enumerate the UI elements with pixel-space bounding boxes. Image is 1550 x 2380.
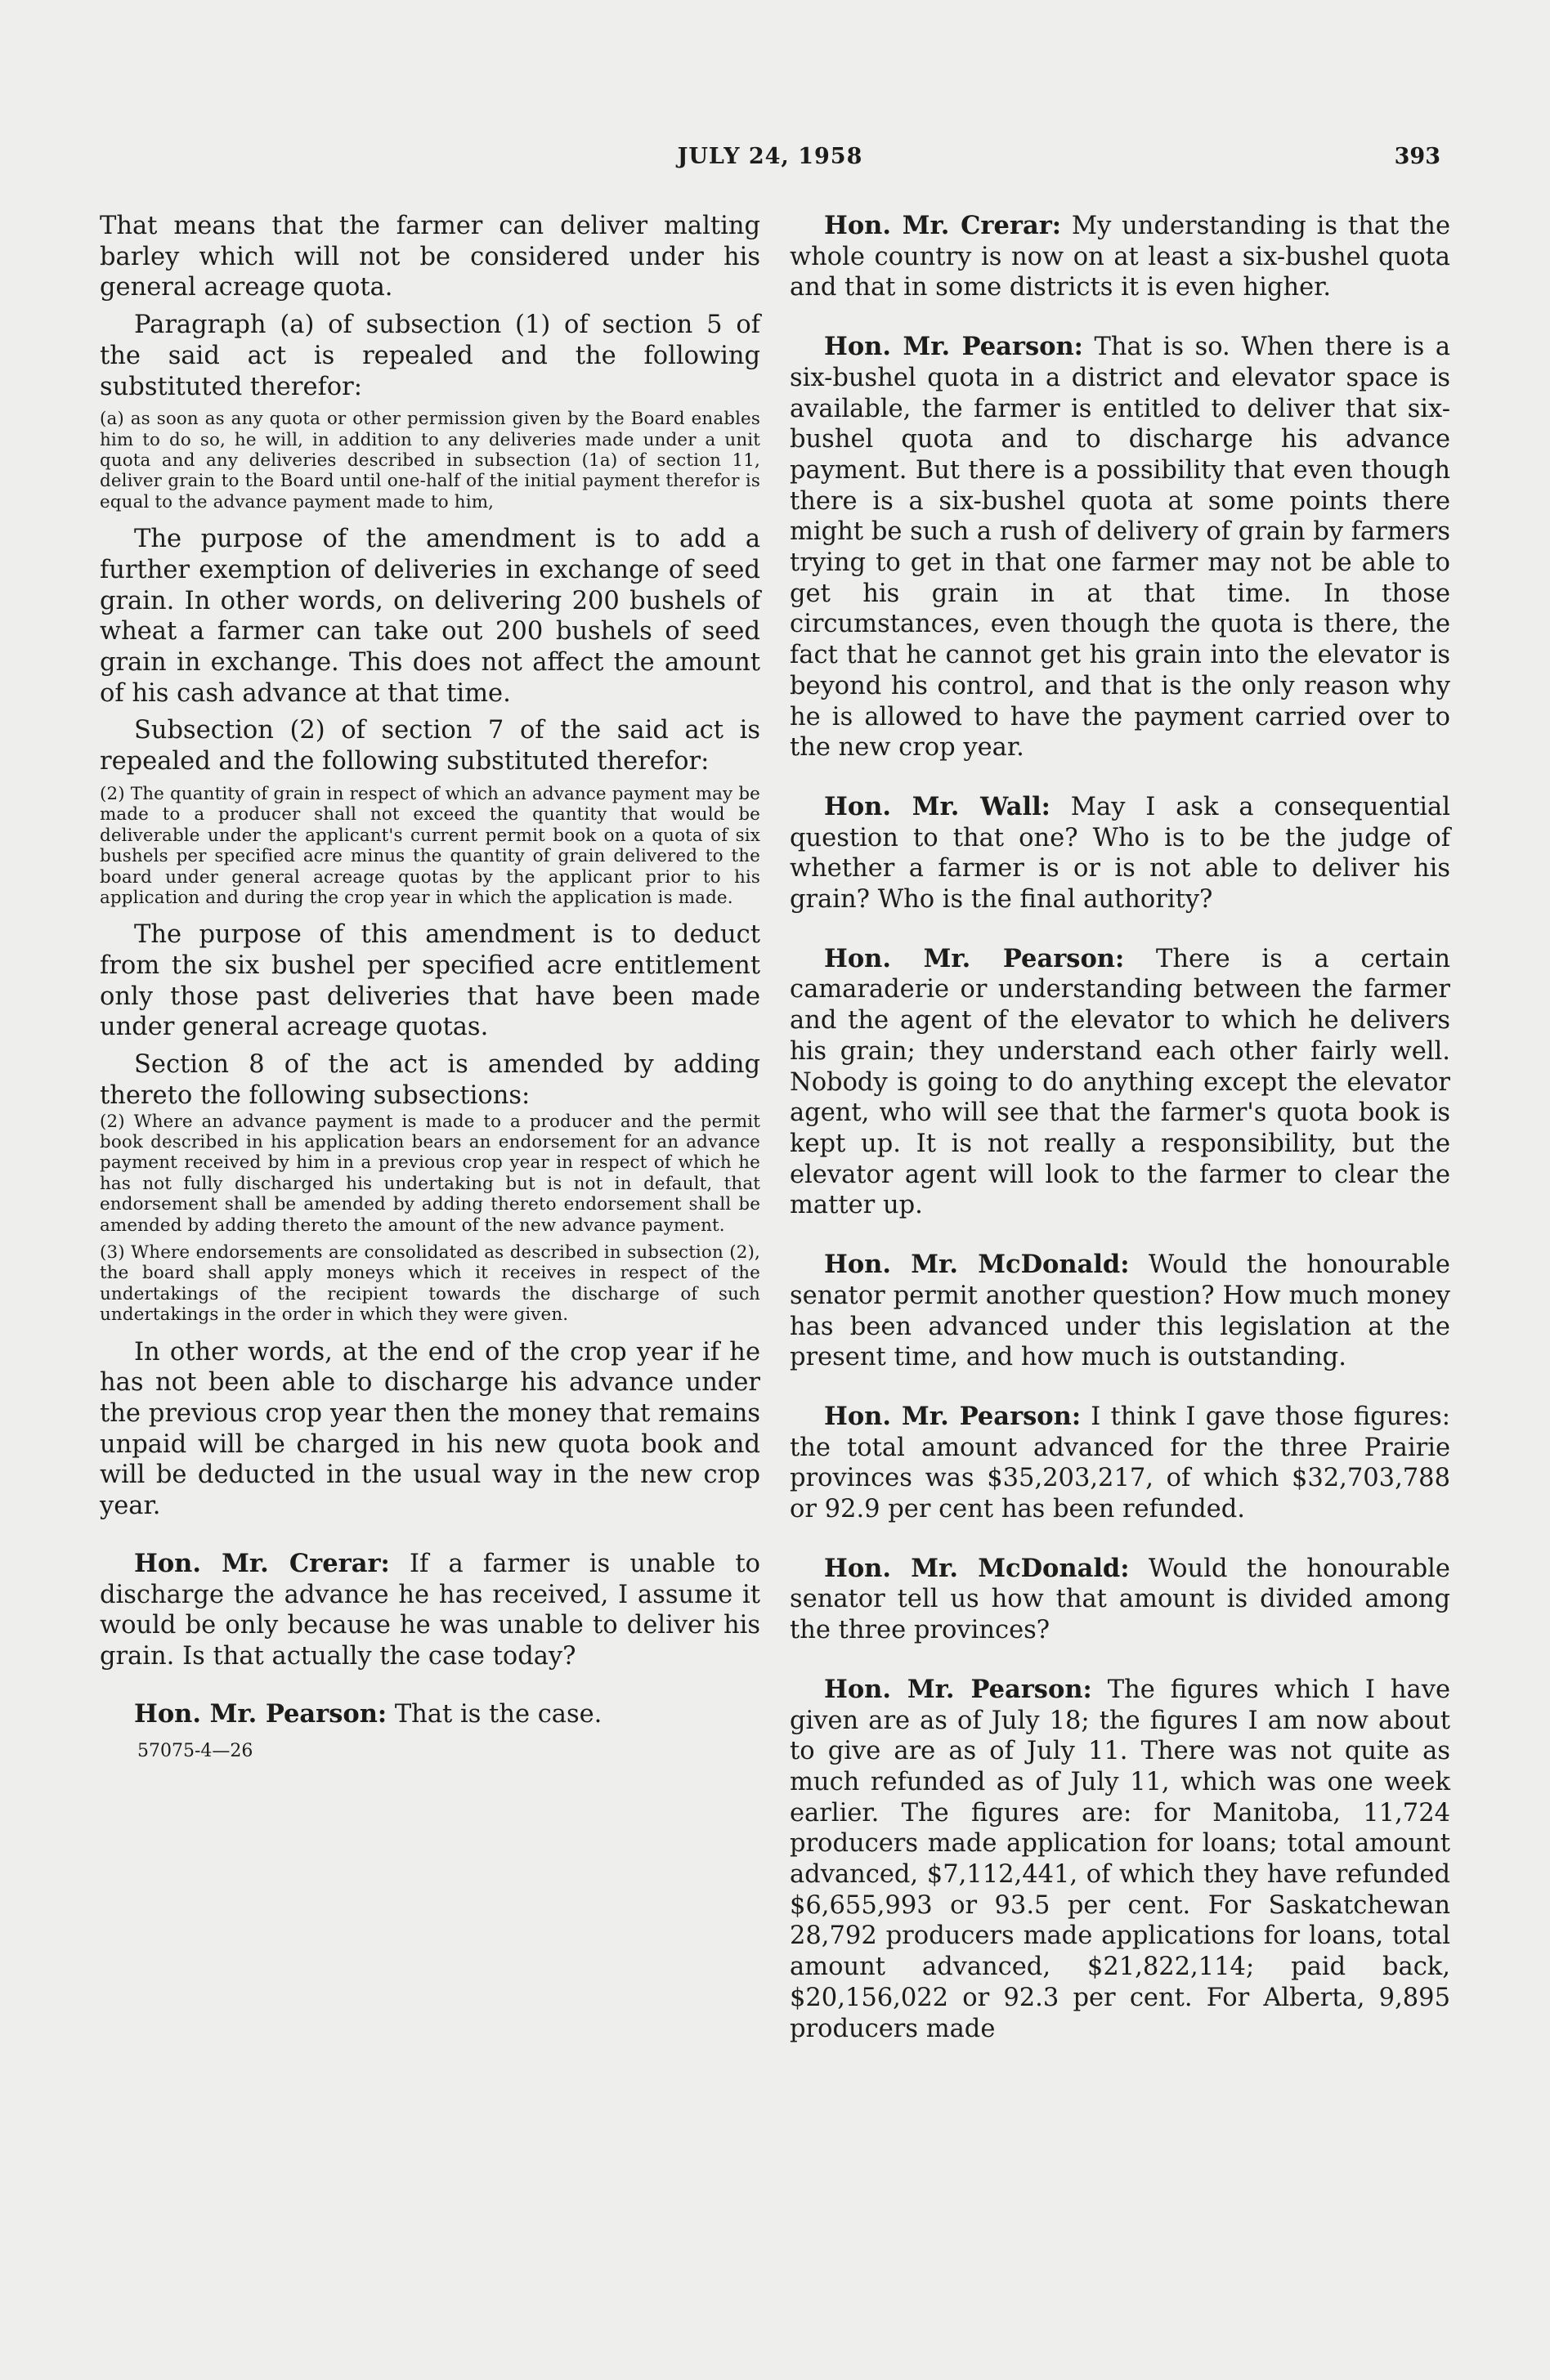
paragraph: The purpose of the amendment is to add a further exemption of deliveries in exchange of seed grain. In other words, on delivering 200 bushels of wheat a farmer can take out 200 bushels of seed grain in exchange. This does not affect the amount of his cash advance at that time. bbox=[100, 525, 760, 708]
speech-text: I think I gave those figures: the total amount advanced for the three Prairie provinces was $35,203,217, of which $32,703,788 or 92.9 per cent has been refunded. bbox=[790, 1402, 1450, 1524]
paragraph: Paragraph (a) of subsection (1) of section 5 of the said act is repealed and the following substituted therefor: bbox=[100, 311, 760, 401]
page-header bbox=[100, 144, 1440, 180]
speech bbox=[100, 1699, 760, 1730]
speech bbox=[790, 1554, 1450, 1646]
speaker-name: Hon. Mr. McDonald: bbox=[824, 1553, 1130, 1583]
paragraph: That means that the farmer can deliver malting barley which will not be considered under his general acreage quota. bbox=[100, 212, 760, 302]
quoted-statute: (2) The quantity of grain in respect of which an advance payment may be made to a producer shall not exceed the quantity that would be deliverable under the applicant's current permit book on a quota of six bushels per specified acre minus the quantity of grain delivered to the board under general acreage quotas by the applicant prior to his application and during the crop year in which the application is made. bbox=[100, 783, 760, 908]
speech-text: There is a certain camaraderie or understanding between the farmer and the agent of the elevator to which he delivers his grain; they understand each other fairly well. Nobody is going to do anything except the elevator agent, who will see that the farmer's quota book is kept up. It is not really a responsibility, but the elevator agent will look to the farmer to clear the matter up. bbox=[790, 944, 1450, 1220]
speech-text: Would the honourable senator permit another question? How much money has been advanced under this legislation at the present time, and how much is outstanding. bbox=[790, 1250, 1450, 1372]
paragraph: In other words, at the end of the crop year if he has not been able to discharge his advance under the previous crop year then the money that remains unpaid will be charged in his new quota book and will be deducted in the usual way in the new crop year. bbox=[100, 1337, 760, 1521]
page-number: 393 bbox=[1394, 144, 1440, 169]
speaker-name: Hon. Mr. Crerar: bbox=[134, 1548, 390, 1578]
speech-text: The figures which I have given are as of July 18; the figures I am now about to give are as of July 11. There was not quite as much refunded as of July 11, which was one week earlier. The figures are: for Manitoba, 11,724 producers made application for loans; total amount advanced, $7,112,441, of which they have refunded $6,655,993 or 93.5 per cent. For Saskatchewan 28,792 producers made applications for loans, total amount advanced, $21,822,114; paid back, $20,156,022 or 92.3 per cent. For Alberta, 9,895 producers made bbox=[790, 1675, 1450, 2043]
speaker-name: Hon. Mr. Wall: bbox=[824, 791, 1051, 821]
speaker-name: Hon. Mr. Crerar: bbox=[824, 211, 1062, 240]
right-column bbox=[790, 211, 1450, 2044]
paragraph: Subsection (2) of section 7 of the said act is repealed and the following substituted therefor: bbox=[100, 716, 760, 776]
speech bbox=[790, 944, 1450, 1221]
speech-text: That is the case. bbox=[387, 1699, 603, 1729]
speaker-name: Hon. Mr. Pearson: bbox=[824, 332, 1083, 362]
paragraph: Section 8 of the act is amended by adding thereto the following subsections: bbox=[100, 1050, 760, 1110]
quoted-statute: (2) Where an advance payment is made to a producer and the permit book described in his application bears an endorsement for an advance payment received by him in a previous crop year in respect of which he has not fully discharged his undertaking but is not in default, that endorsement shall be amended by adding thereto endorsement shall be amended by adding thereto the amount of the new advance payment. bbox=[100, 1111, 760, 1236]
quoted-statute: (3) Where endorsements are consolidated as described in subsection (2), the board shall apply moneys which it receives in respect of the undertakings of the recipient towards the discharge of such undertakings in the order in which they were given. bbox=[100, 1241, 760, 1326]
speech bbox=[790, 1402, 1450, 1525]
speech-text: That is so. When there is a six-bushel quota in a district and elevator space is available, the farmer is entitled to deliver that six-bushel quota and to discharge his advance payment. But there is a possibility that even though there is a six-bushel quota at some points there might be such a rush of delivery of grain by farmers trying to get in that one farmer may not be able to get his grain in at that time. In those circumstances, even though the quota is there, the fact that he cannot get his grain into the elevator is beyond his control, and that is the only reason why he is allowed to have the payment carried over to the new crop year. bbox=[790, 333, 1451, 763]
speech bbox=[100, 1549, 760, 1672]
speech-text: My understanding is that the whole country is now on at least a six-bushel quota and that in some districts it is even higher. bbox=[790, 212, 1450, 302]
left-column bbox=[100, 211, 760, 1761]
quoted-statute: (a) as soon as any quota or other permission given by the Board enables him to do so, he will, in addition to any deliveries made under a unit quota and any deliveries described in subsection (1a) of section 11, deliver grain to the Board until one-half of the initial payment therefor is equal to the advance payment made to him, bbox=[100, 409, 760, 512]
speech bbox=[790, 211, 1450, 303]
speech-text: If a farmer is unable to discharge the advance he has received, I assume it would be only because he was unable to deliver his grain. Is that actually the case today? bbox=[100, 1549, 760, 1671]
speaker-name: Hon. Mr. Pearson: bbox=[824, 1674, 1092, 1704]
speech bbox=[790, 792, 1450, 915]
speaker-name: Hon. Mr. Pearson: bbox=[134, 1698, 388, 1729]
speech bbox=[790, 1250, 1450, 1373]
paragraph: The purpose of this amendment is to deduct from the six bushel per specified acre entitlement only those past deliveries that have been made under general acreage quotas. bbox=[100, 920, 760, 1042]
speaker-name: Hon. Mr. McDonald: bbox=[824, 1250, 1130, 1280]
speech bbox=[790, 1675, 1450, 2044]
print-signature: 57075-4—26 bbox=[137, 1741, 253, 1762]
speaker-name: Hon. Mr. Pearson: bbox=[824, 1401, 1082, 1431]
speech bbox=[790, 332, 1450, 763]
speaker-name: Hon. Mr. Pearson: bbox=[824, 943, 1125, 973]
speech-text: May I ask a consequential question to that one? Who is to be the judge of whether a farmer is or is not able to deliver his grain? Who is the final authority? bbox=[790, 792, 1450, 915]
speech-text: Would the honourable senator tell us how that amount is divided among the three provinces? bbox=[790, 1554, 1450, 1645]
page-date: JULY 24, 1958 bbox=[677, 144, 863, 169]
